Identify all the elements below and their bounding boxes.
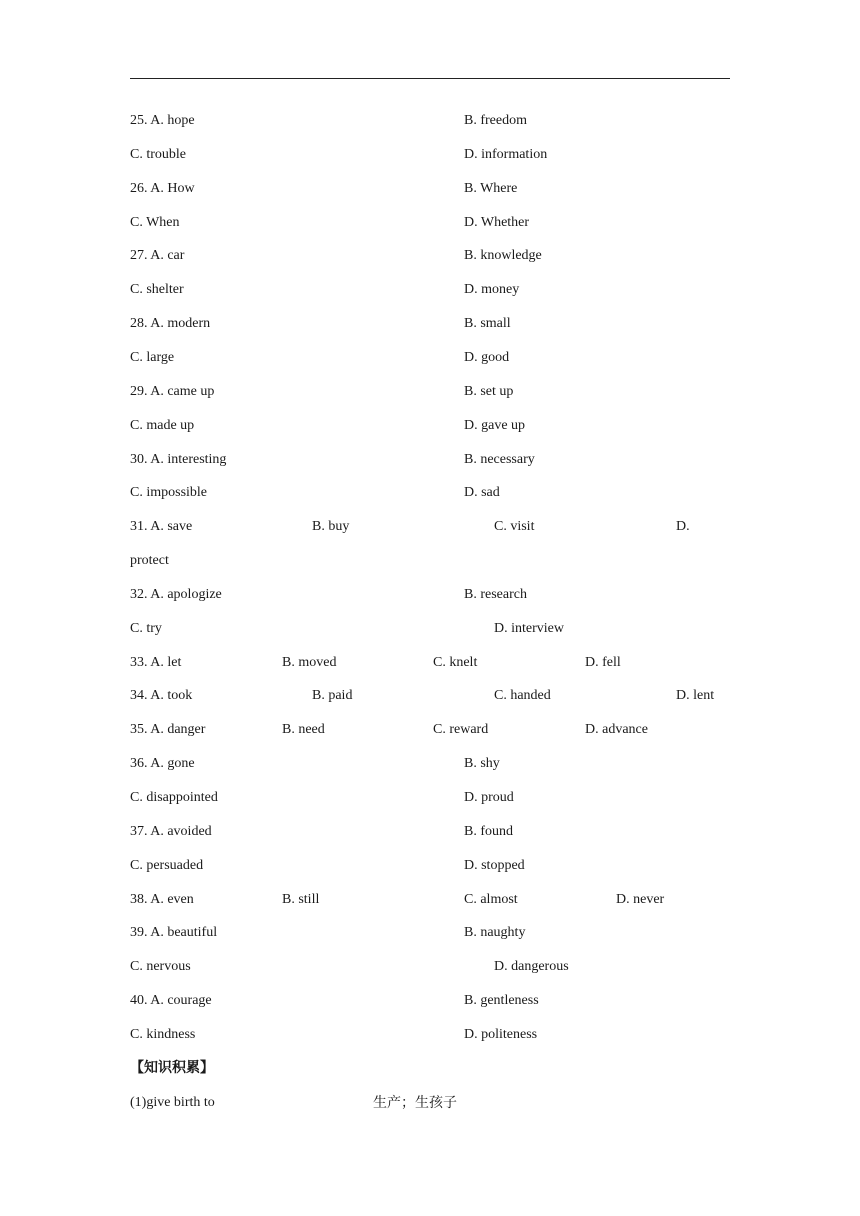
option-choice: D. Whether — [464, 215, 530, 230]
text-line — [0, 517, 860, 537]
text-line — [0, 720, 860, 740]
text-line — [0, 416, 860, 436]
text-line — [0, 179, 860, 199]
text-line — [0, 450, 860, 470]
section-heading: 【知识积累】 — [130, 1061, 214, 1076]
option-choice: D. gave up — [464, 418, 526, 433]
question-option: 33. A. let — [130, 655, 182, 670]
text-line — [0, 111, 860, 131]
text-line — [0, 923, 860, 943]
text-line — [0, 348, 860, 368]
option-choice: B. Where — [464, 181, 518, 196]
option-choice: D. sad — [464, 485, 500, 500]
question-option: 26. A. How — [130, 181, 195, 196]
question-option: 34. A. took — [130, 688, 193, 703]
question-option: C. shelter — [130, 282, 184, 297]
option-choice: C. knelt — [433, 655, 478, 670]
option-choice: B. small — [464, 316, 511, 331]
question-option: 25. A. hope — [130, 113, 195, 128]
text-line — [0, 314, 860, 334]
option-choice: D. good — [464, 350, 510, 365]
text-line — [0, 145, 860, 165]
text-line — [0, 551, 860, 571]
option-choice: B. buy — [312, 519, 350, 534]
text-line — [0, 890, 860, 910]
option-choice: D. stopped — [464, 858, 525, 873]
text-line — [0, 822, 860, 842]
option-choice: D. interview — [494, 621, 564, 636]
option-choice: D. lent — [676, 688, 715, 703]
option-choice: B. research — [464, 587, 527, 602]
option-choice: C. visit — [494, 519, 535, 534]
question-option: 35. A. danger — [130, 722, 206, 737]
option-choice: B. naughty — [464, 925, 526, 940]
option-choice: B. still — [282, 892, 320, 907]
option-choice: D. money — [464, 282, 520, 297]
question-option: 32. A. apologize — [130, 587, 222, 602]
question-option: C. made up — [130, 418, 195, 433]
question-option: (1)give birth to — [130, 1095, 215, 1110]
text-line — [0, 788, 860, 808]
question-option: C. large — [130, 350, 175, 365]
option-choice: B. set up — [464, 384, 514, 399]
question-option: 28. A. modern — [130, 316, 211, 331]
question-option: 38. A. even — [130, 892, 194, 907]
option-choice: B. need — [282, 722, 325, 737]
question-option: 40. A. courage — [130, 993, 212, 1008]
question-option: 30. A. interesting — [130, 452, 227, 467]
question-option: C. trouble — [130, 147, 186, 162]
text-line — [0, 213, 860, 233]
option-choice: B. paid — [312, 688, 353, 703]
text-line — [0, 1025, 860, 1045]
text-line — [0, 280, 860, 300]
option-choice: B. moved — [282, 655, 337, 670]
text-line — [0, 483, 860, 503]
option-choice: B. knowledge — [464, 248, 542, 263]
text-line — [0, 991, 860, 1011]
question-option: 27. A. car — [130, 248, 185, 263]
header-rule — [130, 78, 730, 79]
text-line — [0, 754, 860, 774]
question-option: C. kindness — [130, 1027, 196, 1042]
text-line — [0, 246, 860, 266]
text-line — [0, 1059, 860, 1079]
option-choice: D. fell — [585, 655, 621, 670]
question-option: 37. A. avoided — [130, 824, 212, 839]
option-choice: B. freedom — [464, 113, 527, 128]
option-choice: B. gentleness — [464, 993, 539, 1008]
question-option: C. When — [130, 215, 180, 230]
text-line — [0, 382, 860, 402]
question-option: protect — [130, 553, 169, 568]
question-option: C. nervous — [130, 959, 191, 974]
question-option: 31. A. save — [130, 519, 193, 534]
text-line — [0, 957, 860, 977]
question-option: 36. A. gone — [130, 756, 195, 771]
option-choice: D. information — [464, 147, 548, 162]
question-option: C. disappointed — [130, 790, 218, 805]
question-option: C. impossible — [130, 485, 208, 500]
question-option: C. persuaded — [130, 858, 204, 873]
option-choice: C. reward — [433, 722, 489, 737]
option-choice: D. politeness — [464, 1027, 538, 1042]
option-choice: 生产；生孩子 — [373, 1095, 457, 1111]
question-option: 39. A. beautiful — [130, 925, 218, 940]
option-choice: C. almost — [464, 892, 518, 907]
text-line — [0, 653, 860, 673]
option-choice: D. dangerous — [494, 959, 569, 974]
option-choice: D. — [676, 519, 690, 534]
option-choice: B. necessary — [464, 452, 535, 467]
text-line — [0, 619, 860, 639]
option-choice: D. proud — [464, 790, 514, 805]
option-choice: B. shy — [464, 756, 500, 771]
option-choice: D. advance — [585, 722, 648, 737]
text-line — [0, 1093, 860, 1113]
option-choice: D. never — [616, 892, 665, 907]
text-line — [0, 585, 860, 605]
text-line — [0, 686, 860, 706]
question-option: C. try — [130, 621, 162, 636]
question-option: 29. A. came up — [130, 384, 215, 399]
option-choice: B. found — [464, 824, 513, 839]
option-choice: C. handed — [494, 688, 551, 703]
text-line — [0, 856, 860, 876]
